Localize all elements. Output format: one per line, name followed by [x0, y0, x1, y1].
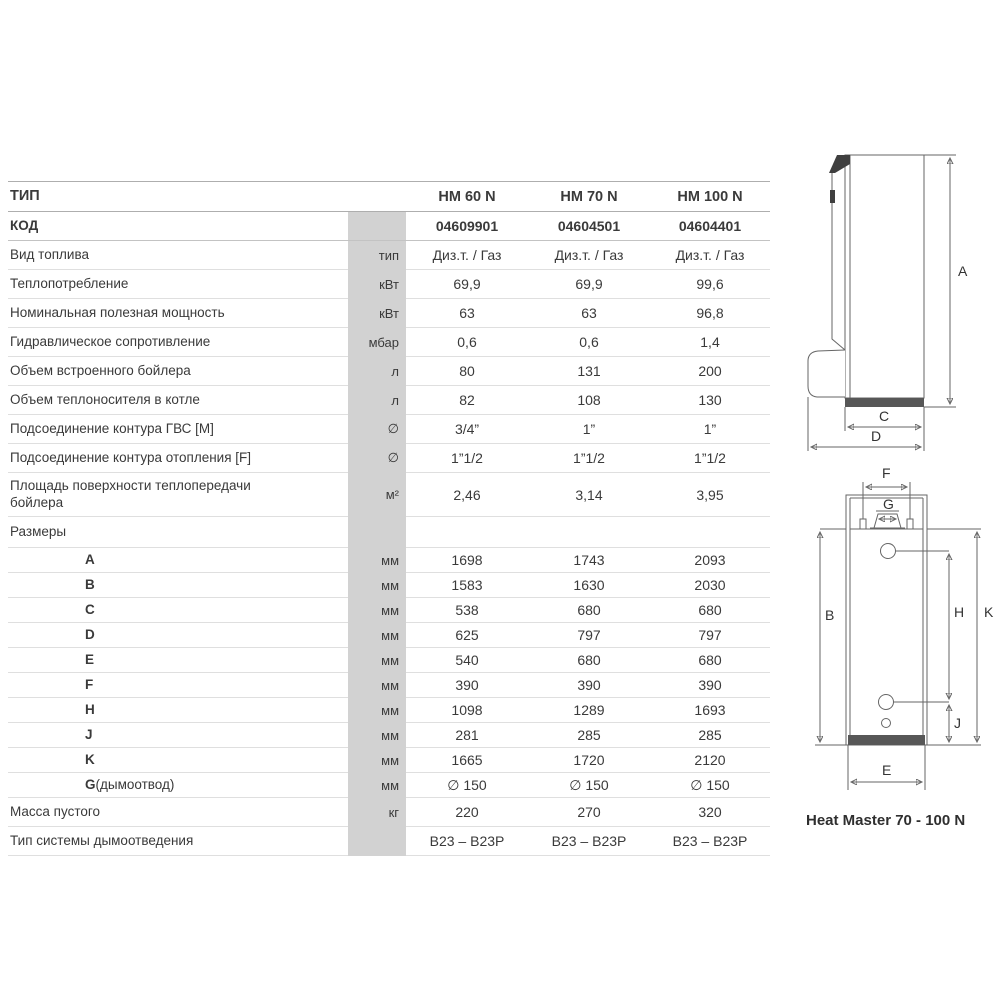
dim-label-C: C	[879, 408, 890, 424]
table-row	[8, 357, 770, 386]
value-cell: 0,6	[406, 328, 528, 357]
value-cell: 1,4	[650, 328, 770, 357]
dim-label-G: G	[883, 496, 894, 512]
value-cell: 3,95	[650, 473, 770, 517]
drain-port	[882, 719, 891, 728]
value-cell: 1583	[406, 573, 528, 598]
dim-label-K: K	[984, 604, 994, 620]
value-cell: 390	[650, 673, 770, 698]
unit-cell: мм	[348, 548, 406, 573]
table-row	[8, 415, 770, 444]
unit-cell	[348, 212, 406, 241]
row-label: Масса пустого	[8, 798, 348, 827]
row-label: C	[8, 598, 348, 623]
value-cell: 538	[406, 598, 528, 623]
row-label: Объем встроенного бойлера	[8, 357, 348, 386]
table-row	[8, 386, 770, 415]
unit-cell: мм	[348, 598, 406, 623]
value-cell: 680	[650, 598, 770, 623]
value-cell: Диз.т. / Газ	[650, 241, 770, 270]
table-row	[8, 698, 770, 723]
value-cell: 63	[528, 299, 650, 328]
row-label: Гидравлическое сопротивление	[8, 328, 348, 357]
unit-cell: мм	[348, 673, 406, 698]
value-cell: 1720	[528, 748, 650, 773]
value-cell: 625	[406, 623, 528, 648]
flue-collar	[874, 514, 901, 528]
unit-cell	[348, 517, 406, 548]
value-cell: 04609901	[406, 212, 528, 241]
value-cell: 108	[528, 386, 650, 415]
table-row	[8, 723, 770, 748]
row-label: Теплопотребление	[8, 270, 348, 299]
base-strip	[845, 398, 924, 407]
value-cell: Диз.т. / Газ	[406, 241, 528, 270]
unit-cell: мбар	[348, 328, 406, 357]
value-cell: 2093	[650, 548, 770, 573]
value-cell: 1693	[650, 698, 770, 723]
value-cell: 69,9	[528, 270, 650, 299]
value-cell: ∅ 150	[528, 773, 650, 798]
table-row	[8, 598, 770, 623]
row-label: A	[8, 548, 348, 573]
spec-table	[8, 181, 770, 856]
table-row	[8, 573, 770, 598]
value-cell: 1630	[528, 573, 650, 598]
unit-cell: мм	[348, 573, 406, 598]
row-label: КОД	[8, 212, 348, 241]
value-cell: 3/4”	[406, 415, 528, 444]
value-cell	[650, 517, 770, 548]
table-row	[8, 773, 770, 798]
row-label: Подсоединение контура ГВС [M]	[8, 415, 348, 444]
table-row	[8, 517, 770, 548]
row-label: F	[8, 673, 348, 698]
value-cell: 0,6	[528, 328, 650, 357]
unit-cell: м²	[348, 473, 406, 517]
base-strip	[848, 735, 925, 745]
table-row	[8, 299, 770, 328]
left-stud	[860, 519, 866, 529]
value-cell: 680	[528, 598, 650, 623]
row-label: H	[8, 698, 348, 723]
value-cell: 2,46	[406, 473, 528, 517]
dim-label-B: B	[825, 607, 835, 623]
value-cell: 1098	[406, 698, 528, 723]
dim-label-D: D	[871, 428, 882, 444]
value-cell: 96,8	[650, 299, 770, 328]
row-label: E	[8, 648, 348, 673]
row-label: Номинальная полезная мощность	[8, 299, 348, 328]
value-cell: B23 – B23P	[406, 827, 528, 856]
unit-cell: мм	[348, 623, 406, 648]
unit-cell: мм	[348, 698, 406, 723]
value-cell: 99,6	[650, 270, 770, 299]
value-cell: ∅ 150	[650, 773, 770, 798]
value-cell: 1743	[528, 548, 650, 573]
dim-label-J: J	[954, 715, 961, 731]
unit-cell: ∅	[348, 415, 406, 444]
value-cell: 680	[650, 648, 770, 673]
value-cell: 281	[406, 723, 528, 748]
dim-label-E: E	[882, 762, 892, 778]
row-label: D	[8, 623, 348, 648]
row-label: Размеры	[8, 517, 348, 548]
upper-port	[881, 544, 896, 559]
value-cell: HM 100 N	[650, 182, 770, 212]
value-cell: 200	[650, 357, 770, 386]
side-handle	[830, 190, 835, 203]
burner-housing	[808, 350, 845, 397]
value-cell: 82	[406, 386, 528, 415]
table-row	[8, 241, 770, 270]
value-cell: 1665	[406, 748, 528, 773]
row-label: Тип системы дымоотведения	[8, 827, 348, 856]
unit-cell	[348, 182, 406, 212]
value-cell: 131	[528, 357, 650, 386]
dim-label-F: F	[882, 465, 891, 481]
value-cell: 390	[406, 673, 528, 698]
dim-label-H: H	[954, 604, 965, 620]
row-label: Площадь поверхности теплопередачи бойлера	[8, 473, 348, 517]
value-cell: 1”	[528, 415, 650, 444]
row-label: ТИП	[8, 182, 348, 212]
row-label: Подсоединение контура отопления [F]	[8, 444, 348, 473]
row-label: B	[8, 573, 348, 598]
value-cell: 2120	[650, 748, 770, 773]
unit-cell: кВт	[348, 299, 406, 328]
table-row	[8, 798, 770, 827]
lower-port	[879, 695, 894, 710]
table-row	[8, 473, 770, 517]
table-row	[8, 328, 770, 357]
value-cell: B23 – B23P	[650, 827, 770, 856]
value-cell: B23 – B23P	[528, 827, 650, 856]
row-label: Объем теплоносителя в котле	[8, 386, 348, 415]
boiler-body-outline	[845, 155, 924, 398]
table-row	[8, 212, 770, 241]
table-row	[8, 548, 770, 573]
unit-cell: ∅	[348, 444, 406, 473]
row-label: Вид топлива	[8, 241, 348, 270]
table-row	[8, 270, 770, 299]
value-cell: 797	[528, 623, 650, 648]
value-cell: ∅ 150	[406, 773, 528, 798]
row-label: K	[8, 748, 348, 773]
row-label: G (дымоотвод)	[8, 773, 348, 798]
value-cell: 1”1/2	[406, 444, 528, 473]
table-row	[8, 182, 770, 212]
table-row	[8, 748, 770, 773]
value-cell: 80	[406, 357, 528, 386]
table-row	[8, 623, 770, 648]
value-cell: HM 70 N	[528, 182, 650, 212]
value-cell: 63	[406, 299, 528, 328]
table-row	[8, 673, 770, 698]
value-cell	[528, 517, 650, 548]
value-cell: 320	[650, 798, 770, 827]
value-cell: 270	[528, 798, 650, 827]
value-cell: 130	[650, 386, 770, 415]
front-view-diagram	[795, 460, 1000, 800]
value-cell: 3,14	[528, 473, 650, 517]
unit-cell: тип	[348, 241, 406, 270]
unit-cell: кВт	[348, 270, 406, 299]
unit-cell: мм	[348, 773, 406, 798]
value-cell: 04604501	[528, 212, 650, 241]
value-cell: 390	[528, 673, 650, 698]
unit-cell: мм	[348, 648, 406, 673]
value-cell: 680	[528, 648, 650, 673]
value-cell: 2030	[650, 573, 770, 598]
value-cell: 1”1/2	[528, 444, 650, 473]
table-row	[8, 444, 770, 473]
value-cell: 285	[650, 723, 770, 748]
table-row	[8, 648, 770, 673]
unit-cell: кг	[348, 798, 406, 827]
value-cell: 285	[528, 723, 650, 748]
table-row	[8, 827, 770, 856]
unit-cell: л	[348, 386, 406, 415]
value-cell: 1”	[650, 415, 770, 444]
dim-label-A: A	[958, 263, 968, 279]
unit-cell	[348, 827, 406, 856]
value-cell	[406, 517, 528, 548]
value-cell: 1698	[406, 548, 528, 573]
value-cell: 04604401	[650, 212, 770, 241]
row-label: J	[8, 723, 348, 748]
unit-cell: мм	[348, 748, 406, 773]
value-cell: 69,9	[406, 270, 528, 299]
diagram-caption: Heat Master 70 - 100 N	[806, 812, 966, 829]
value-cell: 797	[650, 623, 770, 648]
unit-cell: л	[348, 357, 406, 386]
side-view-diagram	[795, 140, 1000, 460]
right-stud	[907, 519, 913, 529]
value-cell: 220	[406, 798, 528, 827]
value-cell: 540	[406, 648, 528, 673]
value-cell: 1289	[528, 698, 650, 723]
value-cell: HM 60 N	[406, 182, 528, 212]
value-cell: 1”1/2	[650, 444, 770, 473]
value-cell: Диз.т. / Газ	[528, 241, 650, 270]
unit-cell: мм	[348, 723, 406, 748]
